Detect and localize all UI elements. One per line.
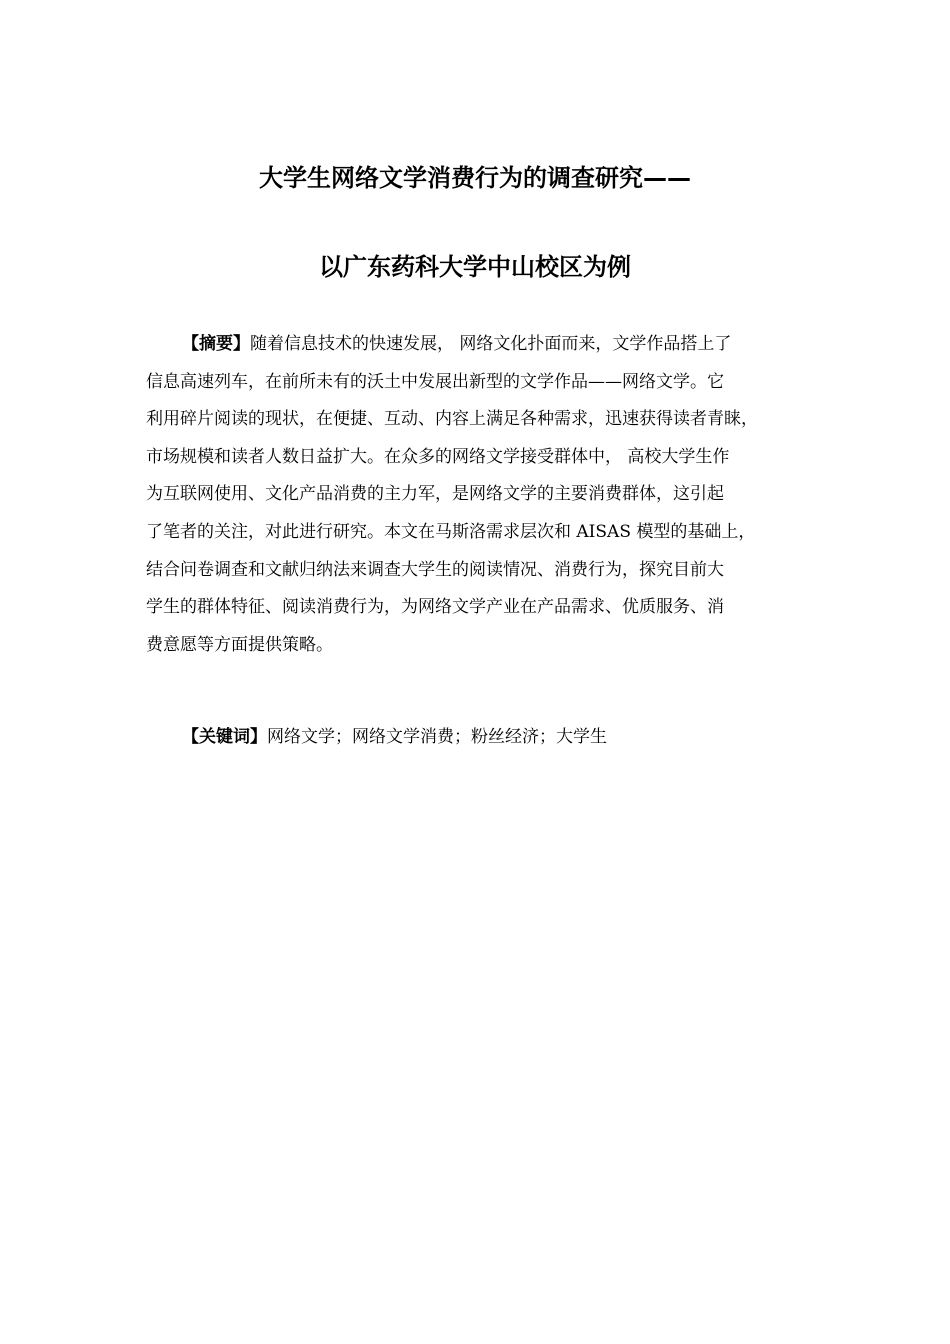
abstract-label: 【摘要】 — [182, 334, 250, 354]
abstract-line — [146, 326, 836, 364]
abstract-line: 市场规模和读者人数日益扩大。在众多的网络文学接受群体中， 高校大学生作 — [146, 446, 730, 467]
keywords-label: 【关键词】 — [182, 727, 267, 747]
abstract-text: 随着信息技术的快速发展， 网络文化扑面而来，文学作品搭上了 — [250, 334, 732, 354]
abstract-line: 了笔者的关注，对此进行研究。本文在马斯洛需求层次和 AISAS 模型的基础上， — [146, 521, 756, 542]
abstract-line: 信息高速列车，在前所未有的沃土中发展出新型的文学作品——网络文学。它 — [146, 371, 724, 392]
abstract-line: 费意愿等方面提供策略。 — [146, 634, 333, 655]
paper-title-line-2: 以广东药科大学中山校区为例 — [319, 253, 631, 281]
abstract-line: 利用碎片阅读的现状，在便捷、互动、内容上满足各种需求，迅速获得读者青睐， — [146, 409, 758, 430]
abstract-line: 结合问卷调查和文献归纳法来调查大学生的阅读情况、消费行为，探究目前大 — [146, 559, 724, 580]
keywords-text: 网络文学；网络文学消费；粉丝经济；大学生 — [267, 727, 607, 747]
abstract-line: 为互联网使用、文化产品消费的主力军，是网络文学的主要消费群体，这引起 — [146, 484, 724, 505]
keywords-section — [182, 719, 607, 757]
abstract-section — [146, 326, 836, 664]
paper-title-line-1: 大学生网络文学消费行为的调查研究—— — [259, 164, 691, 192]
abstract-line: 学生的群体特征、阅读消费行为，为网络文学产业在产品需求、优质服务、消 — [146, 597, 724, 618]
